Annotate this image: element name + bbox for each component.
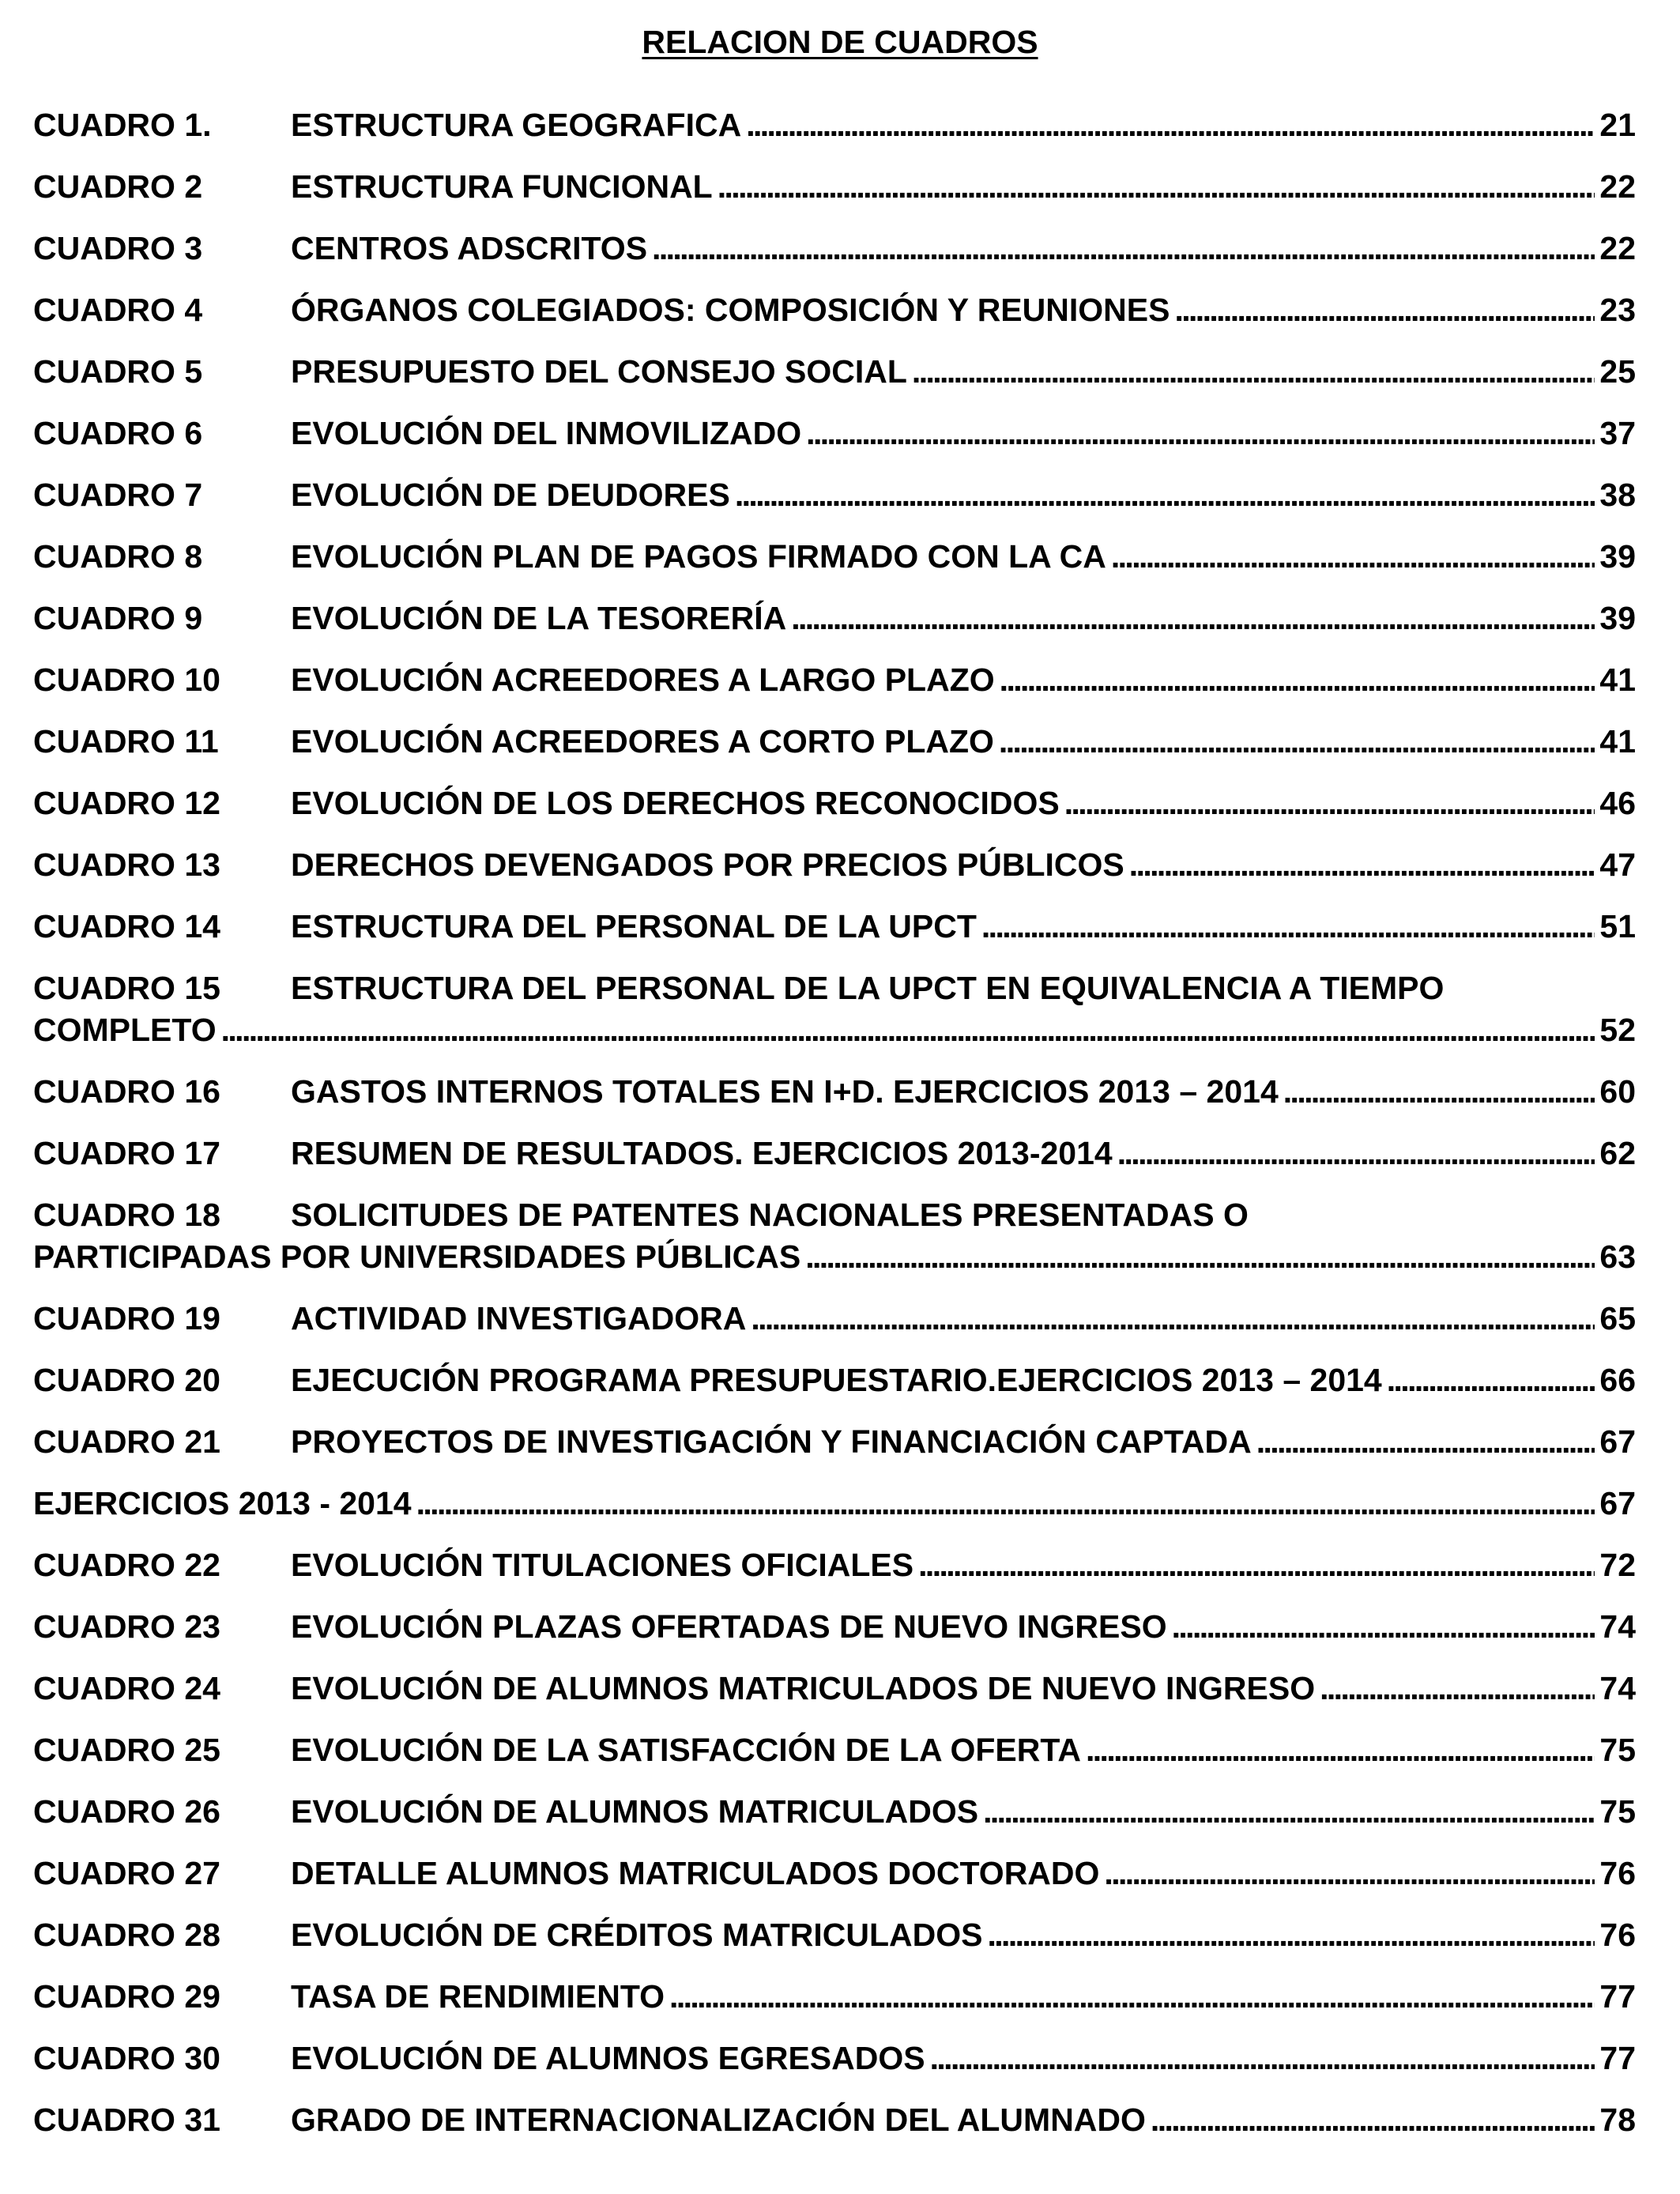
toc-entry[interactable] [33,1729,1636,1771]
toc-entry-page-number: 41 [1599,723,1636,760]
toc-entry[interactable] [33,782,1636,824]
dot-leader [981,906,1595,948]
toc-entry-page-number: 75 [1599,1793,1636,1830]
dot-leader [930,2038,1595,2079]
dot-leader [805,1236,1595,1278]
toc-entry-title: EVOLUCIÓN ACREEDORES A CORTO PLAZO [291,723,994,760]
toc-entry[interactable] [33,598,1636,639]
dot-leader [1117,1133,1595,1174]
dot-leader [1064,782,1595,824]
toc-entry-page-number: 60 [1599,1073,1636,1110]
toc-entry-label: CUADRO 9 [33,600,203,636]
dot-leader [652,228,1595,270]
dot-leader [1104,1853,1595,1894]
toc-entry-title: EVOLUCIÓN DE CRÉDITOS MATRICULADOS [291,1917,983,1953]
toc-entry-page-number: 22 [1599,168,1636,205]
toc-entry[interactable] [33,1606,1636,1648]
dot-leader [1172,1606,1595,1648]
toc-entry-label: CUADRO 24 [33,1670,220,1706]
toc-entry-title: EVOLUCIÓN DE LOS DERECHOS RECONOCIDOS [291,785,1060,821]
toc-entry[interactable] [33,1791,1636,1833]
toc-entry-page-number: 76 [1599,1917,1636,1953]
dot-leader [791,598,1595,639]
dot-leader [1283,1071,1595,1113]
toc-entry-label: CUADRO 1. [33,107,212,143]
toc-entry[interactable] [33,104,1636,146]
toc-entry[interactable] [33,1544,1636,1586]
toc-entry-page-number: 63 [1599,1238,1636,1275]
toc-entry-title: ESTRUCTURA FUNCIONAL [291,168,713,205]
toc-entry-label: CUADRO 11 [33,723,219,760]
toc-entry-title: PRESUPUESTO DEL CONSEJO SOCIAL [291,353,907,390]
toc-entry-label: CUADRO 25 [33,1732,220,1768]
toc-entry-title: EVOLUCIÓN DE ALUMNOS MATRICULADOS [291,1793,979,1830]
toc-entry-page-number: 77 [1599,1978,1636,2015]
toc-entry-page-number: 38 [1599,477,1636,513]
toc-entry-page-number: 37 [1599,415,1636,451]
toc-entry-label: CUADRO 29 [33,1978,220,2015]
toc-entry-label: CUADRO 19 [33,1300,220,1336]
toc-entry-page-number: 21 [1599,107,1636,143]
dot-leader [221,1009,1595,1051]
toc-entry-label: CUADRO 30 [33,2040,220,2076]
toc-entry[interactable] [33,1298,1636,1340]
toc-entry-page-number: 76 [1599,1855,1636,1891]
toc-entry-page-number: 39 [1599,600,1636,636]
dot-leader [983,1791,1595,1833]
toc-entry-label: CUADRO 21 [33,1423,220,1460]
toc-entry-page-number: 74 [1599,1670,1636,1706]
table-of-contents [33,104,1636,2161]
dot-leader [669,1976,1595,2018]
toc-entry-title: EVOLUCIÓN DE ALUMNOS EGRESADOS [291,2040,925,2076]
toc-entry[interactable] [33,474,1636,516]
toc-entry-page-number: 67 [1599,1485,1636,1521]
toc-entry-label: CUADRO 7 [33,477,203,513]
toc-entry-label: CUADRO 5 [33,353,203,390]
toc-entry[interactable] [33,721,1636,763]
dot-leader [735,474,1595,516]
toc-entry-title: ESTRUCTURA DEL PERSONAL DE LA UPCT [291,908,977,944]
toc-entry-page-number: 62 [1599,1135,1636,1171]
toc-entry-label: CUADRO 26 [33,1793,220,1830]
dot-leader [1320,1668,1595,1710]
toc-entry-page-number: 41 [1599,662,1636,698]
toc-entry-page-number: 65 [1599,1300,1636,1336]
toc-entry-label: CUADRO 18 [33,1197,220,1233]
toc-entry-title: EVOLUCIÓN PLAZAS OFERTADAS DE NUEVO INGRESO [291,1608,1167,1645]
toc-entry[interactable] [33,1133,1636,1174]
dot-leader [718,166,1595,208]
toc-entry-title: PROYECTOS DE INVESTIGACIÓN Y FINANCIACIÓN CAPTADA [291,1423,1252,1460]
toc-entry-title: TASA DE RENDIMIENTO [291,1978,665,2015]
toc-entry-title: ACTIVIDAD INVESTIGADORA [291,1300,747,1336]
toc-entry-title: EVOLUCIÓN PLAN DE PAGOS FIRMADO CON LA CA [291,538,1106,575]
toc-entry-label: CUADRO 12 [33,785,220,821]
toc-entry-page-number: 67 [1599,1423,1636,1460]
dot-leader [751,1298,1595,1340]
dot-leader [1111,536,1595,578]
toc-entry[interactable] [33,1359,1636,1401]
toc-entry[interactable] [33,1194,1636,1278]
toc-entry[interactable] [33,967,1636,1051]
toc-entry-page-number: 72 [1599,1547,1636,1583]
toc-entry-page-number: 52 [1599,1012,1636,1048]
toc-entry-page-number: 22 [1599,230,1636,266]
toc-entry[interactable] [33,166,1636,208]
toc-entry-title: EVOLUCIÓN TITULACIONES OFICIALES [291,1547,914,1583]
dot-leader [1129,844,1595,886]
toc-entry-title: EVOLUCIÓN DE ALUMNOS MATRICULADOS DE NUEVO INGRESO [291,1670,1316,1706]
toc-entry-page-number: 74 [1599,1608,1636,1645]
dot-leader [416,1483,1595,1525]
toc-entry-title: ÓRGANOS COLEGIADOS: COMPOSICIÓN Y REUNIONES [291,292,1170,328]
toc-entry-label: CUADRO 13 [33,846,220,883]
toc-entry-title: RESUMEN DE RESULTADOS. EJERCICIOS 2013-2014 [291,1135,1113,1171]
dot-leader [1256,1421,1595,1463]
toc-entry-page-number: 75 [1599,1732,1636,1768]
toc-entry-title: EVOLUCIÓN ACREEDORES A LARGO PLAZO [291,662,995,698]
toc-entry-title: SOLICITUDES DE PATENTES NACIONALES PRESENTADAS O [291,1197,1249,1233]
dot-leader [1000,659,1595,701]
toc-entry-label: CUADRO 28 [33,1917,220,1953]
toc-entry-label: CUADRO 22 [33,1547,220,1583]
dot-leader [1151,2099,1595,2141]
toc-entry-title: EVOLUCIÓN DEL INMOVILIZADO [291,415,802,451]
toc-entry-label: CUADRO 20 [33,1362,220,1398]
dot-leader [999,721,1595,763]
toc-entry-label: CUADRO 27 [33,1855,220,1891]
toc-entry[interactable] [33,844,1636,886]
toc-entry-page-number: 23 [1599,292,1636,328]
toc-entry[interactable] [33,906,1636,948]
toc-entry-label: CUADRO 23 [33,1608,220,1645]
toc-entry[interactable] [33,413,1636,454]
toc-entry[interactable] [33,2038,1636,2079]
toc-entry-page-number: 66 [1599,1362,1636,1398]
dot-leader [1387,1359,1595,1401]
toc-entry[interactable] [33,1853,1636,1894]
dot-leader [1174,289,1595,331]
dot-leader [746,104,1595,146]
toc-entry-title: EJECUCIÓN PROGRAMA PRESUPUESTARIO.EJERCICIOS 2013 – 2014 [291,1362,1382,1398]
toc-entry-label: CUADRO 3 [33,230,203,266]
toc-entry[interactable] [33,2099,1636,2141]
toc-entry-title: DETALLE ALUMNOS MATRICULADOS DOCTORADO [291,1855,1100,1891]
toc-entry[interactable] [33,351,1636,393]
toc-entry-title-continuation: PARTICIPADAS POR UNIVERSIDADES PÚBLICAS [33,1238,801,1275]
toc-entry-title: EJERCICIOS 2013 - 2014 [33,1485,412,1521]
toc-entry[interactable] [33,1914,1636,1956]
toc-entry-title-continuation: COMPLETO [33,1012,217,1048]
toc-entry-label: CUADRO 31 [33,2102,220,2138]
toc-entry-label: CUADRO 2 [33,168,203,205]
toc-entry-page-number: 47 [1599,846,1636,883]
toc-entry[interactable] [33,1483,1636,1525]
dot-leader [1086,1729,1595,1771]
toc-entry-page-number: 25 [1599,353,1636,390]
toc-entry[interactable] [33,659,1636,701]
toc-entry-label: CUADRO 6 [33,415,203,451]
toc-entry-title: GASTOS INTERNOS TOTALES EN I+D. EJERCICIOS 2013 – 2014 [291,1073,1279,1110]
toc-entry[interactable] [33,1071,1636,1113]
dot-leader [987,1914,1595,1956]
toc-entry-title: CENTROS ADSCRITOS [291,230,648,266]
toc-entry[interactable] [33,1976,1636,2018]
toc-entry[interactable] [33,228,1636,270]
toc-entry[interactable] [33,1421,1636,1463]
toc-entry-page-number: 77 [1599,2040,1636,2076]
toc-entry[interactable] [33,1668,1636,1710]
toc-entry-title: EVOLUCIÓN DE LA SATISFACCIÓN DE LA OFERTA [291,1732,1081,1768]
toc-entry-label: CUADRO 10 [33,662,220,698]
toc-entry[interactable] [33,536,1636,578]
toc-entry-title: GRADO DE INTERNACIONALIZACIÓN DEL ALUMNADO [291,2102,1146,2138]
toc-entry-title: EVOLUCIÓN DE DEUDORES [291,477,730,513]
toc-entry-label: CUADRO 17 [33,1135,220,1171]
dot-leader [912,351,1595,393]
toc-entry[interactable] [33,289,1636,331]
page-title: RELACION DE CUADROS [642,24,1038,60]
toc-entry-title: DERECHOS DEVENGADOS POR PRECIOS PÚBLICOS [291,846,1124,883]
toc-entry-label: CUADRO 8 [33,538,203,575]
toc-entry-label: CUADRO 4 [33,292,203,328]
toc-entry-page-number: 39 [1599,538,1636,575]
toc-entry-page-number: 51 [1599,908,1636,944]
dot-leader [918,1544,1595,1586]
toc-entry-label: CUADRO 15 [33,970,220,1006]
toc-entry-label: CUADRO 16 [33,1073,220,1110]
toc-entry-title: ESTRUCTURA GEOGRAFICA [291,107,742,143]
toc-entry-label: CUADRO 14 [33,908,220,944]
toc-entry-title: ESTRUCTURA DEL PERSONAL DE LA UPCT EN EQUIVALENCIA A TIEMPO [291,970,1445,1006]
dot-leader [806,413,1595,454]
toc-entry-page-number: 78 [1599,2102,1636,2138]
toc-entry-title: EVOLUCIÓN DE LA TESORERÍA [291,600,787,636]
toc-entry-page-number: 46 [1599,785,1636,821]
